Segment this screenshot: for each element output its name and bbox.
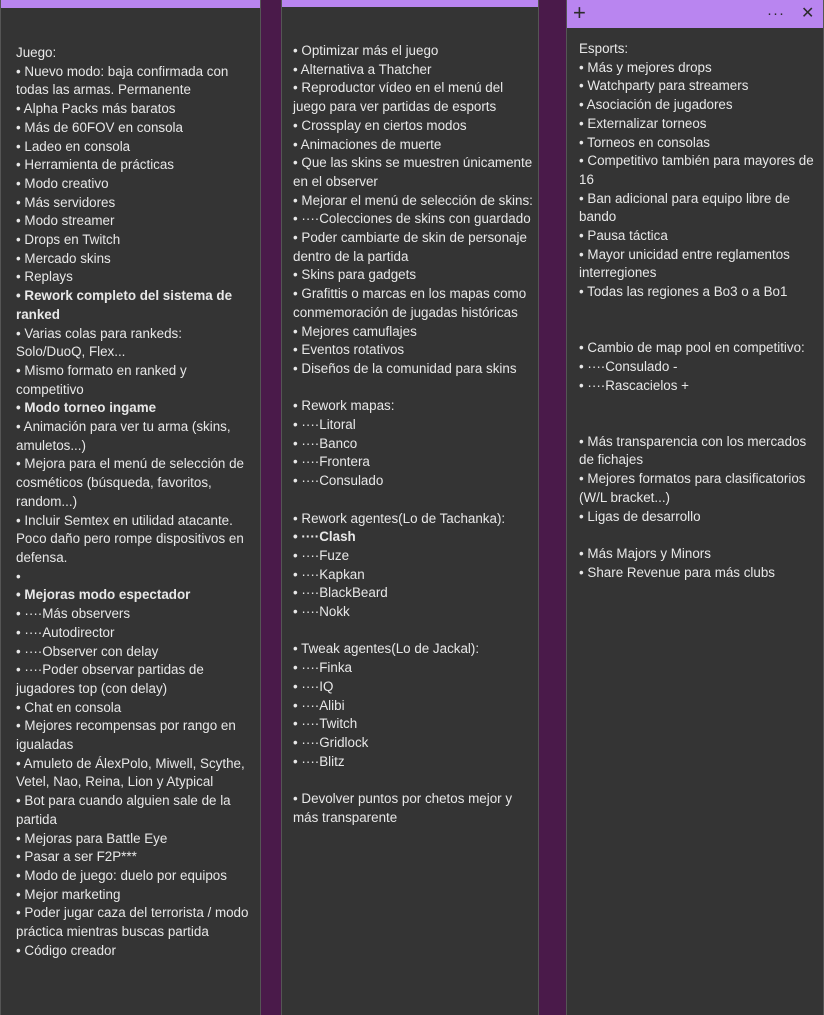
note-line: • Que las skins se muestren únicamente en el observer <box>293 155 533 189</box>
note-line: • Amuleto de ÁlexPolo, Miwell, Scythe, Vetel, Nao, Reina, Lion y Atypical <box>16 755 245 790</box>
note-line: • ····Clash <box>293 529 356 545</box>
note-line: • Mejores camuflajes <box>293 323 417 339</box>
note-content[interactable] <box>293 42 538 827</box>
note-line: • Diseños de la comunidad para skins <box>293 360 517 376</box>
blank-line <box>579 395 823 414</box>
note-line: • Mismo formato en ranked y competitivo <box>16 362 187 397</box>
note-line: • ····Twitch <box>293 716 358 732</box>
note-line: • Rework mapas: <box>293 398 395 414</box>
note-line: • ····Poder observar partidas de jugadores top (con delay) <box>16 662 204 696</box>
note-line: • Mejoras para Battle Eye <box>16 830 168 846</box>
note-line: • Torneos en consolas <box>579 134 710 150</box>
note-line: • Rework completo del sistema de ranked <box>16 288 233 322</box>
note-line: • Ban adicional para equipo libre de bando <box>579 190 790 225</box>
note-line: • Más transparencia con los mercados de fichajes <box>579 433 807 468</box>
note-line: • ····Finka <box>293 660 352 676</box>
note-line: • Poder cambiarte de skin de personaje dentro de la partida <box>293 230 527 264</box>
close-icon[interactable]: ✕ <box>801 5 815 22</box>
note-line: • ····Fuze <box>293 547 350 563</box>
note-line: • Rework agentes(Lo de Tachanka): <box>293 510 506 526</box>
add-note-icon[interactable]: + <box>573 0 586 25</box>
note-line: • Mejoras modo espectador <box>16 587 191 603</box>
blank-line <box>579 414 823 433</box>
note-line: • ····IQ <box>293 678 334 694</box>
blank-line <box>293 771 538 790</box>
note-line: • Externalizar torneos <box>579 115 707 131</box>
note-line: • Mejores formatos para clasificatorios (W/L bracket...) <box>579 471 806 505</box>
note-line: • Mejora para el menú de selección de cosméticos (búsqueda, favoritos, random...) <box>16 456 244 509</box>
note-line: • Skins para gadgets <box>293 267 417 283</box>
note-title-bar[interactable] <box>1 0 260 8</box>
note-line: • Código creador <box>16 942 116 958</box>
note-line: • Share Revenue para más clubs <box>579 564 775 580</box>
note-line: • Alternativa a Thatcher <box>293 61 432 77</box>
note-line: • Más Majors y Minors <box>579 545 711 561</box>
note-line: • Crossplay en ciertos modos <box>293 117 467 133</box>
note-line: • Más servidores <box>16 194 116 210</box>
note-line: • Incluir Semtex en utilidad atacante. Poco daño pero rompe dispositivos en defensa. <box>16 512 244 565</box>
blank-line <box>579 526 823 545</box>
note-line: • Animaciones de muerte <box>293 136 442 152</box>
note-line: • ····Blitz <box>293 753 345 769</box>
note-line: • Eventos rotativos <box>293 342 405 358</box>
note-line: • Ladeo en consola <box>16 138 131 154</box>
note-line: • Poder jugar caza del terrorista / modo práctica mientras buscas partida <box>16 905 249 940</box>
note-line: • Asociación de jugadores <box>579 97 733 113</box>
note-line: • Animación para ver tu arma (skins, amuletos...) <box>16 419 231 453</box>
sticky-note-optimizacion[interactable] <box>281 0 539 1015</box>
note-line: • Replays <box>16 269 73 285</box>
note-line: • Modo streamer <box>16 213 115 229</box>
note-line: • ····Más observers <box>16 606 131 622</box>
blank-line <box>293 379 538 398</box>
note-line: • ····Observer con delay <box>16 643 159 659</box>
blank-line <box>293 491 538 510</box>
note-line: Esports: <box>579 41 629 56</box>
note-line: • Herramienta de prácticas <box>16 157 175 173</box>
note-line: • ····Kapkan <box>293 566 365 582</box>
note-line: • ····Frontera <box>293 454 370 470</box>
blank-line <box>579 321 823 340</box>
note-line: • Bot para cuando alguien sale de la partida <box>16 793 231 827</box>
note-line: • Ligas de desarrollo <box>579 508 701 524</box>
note-line: • Mejores recompensas por rango en igualadas <box>16 718 236 753</box>
note-line: • Todas las regiones a Bo3 o a Bo1 <box>579 284 788 300</box>
note-line: • Mejorar el menú de selección de skins: <box>293 192 533 208</box>
note-line: • Devolver puntos por chetos mejor y más transparente <box>293 791 513 825</box>
note-line: • Modo de juego: duelo por equipos <box>16 867 227 883</box>
note-line: • ····Litoral <box>293 417 356 433</box>
note-line: • ····Rascacielos + <box>579 377 689 393</box>
note-line: • Modo torneo ingame <box>16 400 157 416</box>
note-line: • ····Consulado <box>293 473 384 489</box>
note-line: • Más de 60FOV en consola <box>16 119 183 135</box>
note-line: • ····BlackBeard <box>293 585 388 601</box>
note-line: • Modo creativo <box>16 175 109 191</box>
note-line: • Más y mejores drops <box>579 59 712 75</box>
blank-line <box>579 302 823 321</box>
note-line: • Alpha Packs más baratos <box>16 101 176 117</box>
note-line: • Nuevo modo: baja confirmada con todas las armas. Permanente <box>16 63 229 98</box>
note-line: • ····Colecciones de skins con guardado <box>293 211 531 227</box>
note-line: • ····Consulado - <box>579 358 678 374</box>
note-line: • Optimizar más el juego <box>293 43 439 58</box>
note-line: • ····Gridlock <box>293 734 369 750</box>
note-line: • ····Nokk <box>293 604 350 620</box>
more-options-icon[interactable]: ··· <box>767 5 785 22</box>
note-line: • Tweak agentes(Lo de Jackal): <box>293 641 480 657</box>
note-line: • Pasar a ser F2P*** <box>16 849 137 865</box>
note-line: • Pausa táctica <box>579 228 668 244</box>
note-line: • <box>16 568 21 584</box>
note-line: • Grafittis o marcas en los mapas como conmemoración de jugadas históricas <box>293 286 527 320</box>
blank-line <box>293 622 538 641</box>
note-line: • Watchparty para streamers <box>579 78 749 94</box>
note-title-bar[interactable] <box>282 0 538 7</box>
note-line: • ····Banco <box>293 435 358 451</box>
sticky-note-esports[interactable] <box>566 0 824 1015</box>
note-line: • Reproductor vídeo en el menú del juego para ver partidas de esports <box>293 80 504 115</box>
note-line: • Drops en Twitch <box>16 232 121 248</box>
note-line: • Mercado skins <box>16 250 111 266</box>
note-line: • ····Autodirector <box>16 624 115 640</box>
note-title-bar[interactable] <box>567 0 823 28</box>
note-line: • Cambio de map pool en competitivo: <box>579 340 805 356</box>
sticky-note-juego[interactable] <box>0 0 261 1015</box>
note-content[interactable] <box>16 44 252 960</box>
note-content[interactable] <box>579 40 823 582</box>
note-line: Juego: <box>16 45 57 60</box>
note-line: • Mejor marketing <box>16 886 121 902</box>
note-line: • Mayor unicidad entre reglamentos interregiones <box>579 246 790 281</box>
note-line: • Varias colas para rankeds: Solo/DuoQ, Flex... <box>16 325 182 360</box>
note-line: • Chat en consola <box>16 699 122 715</box>
note-line: • Competitivo también para mayores de 16 <box>579 153 814 187</box>
note-line: • ····Alibi <box>293 697 345 713</box>
